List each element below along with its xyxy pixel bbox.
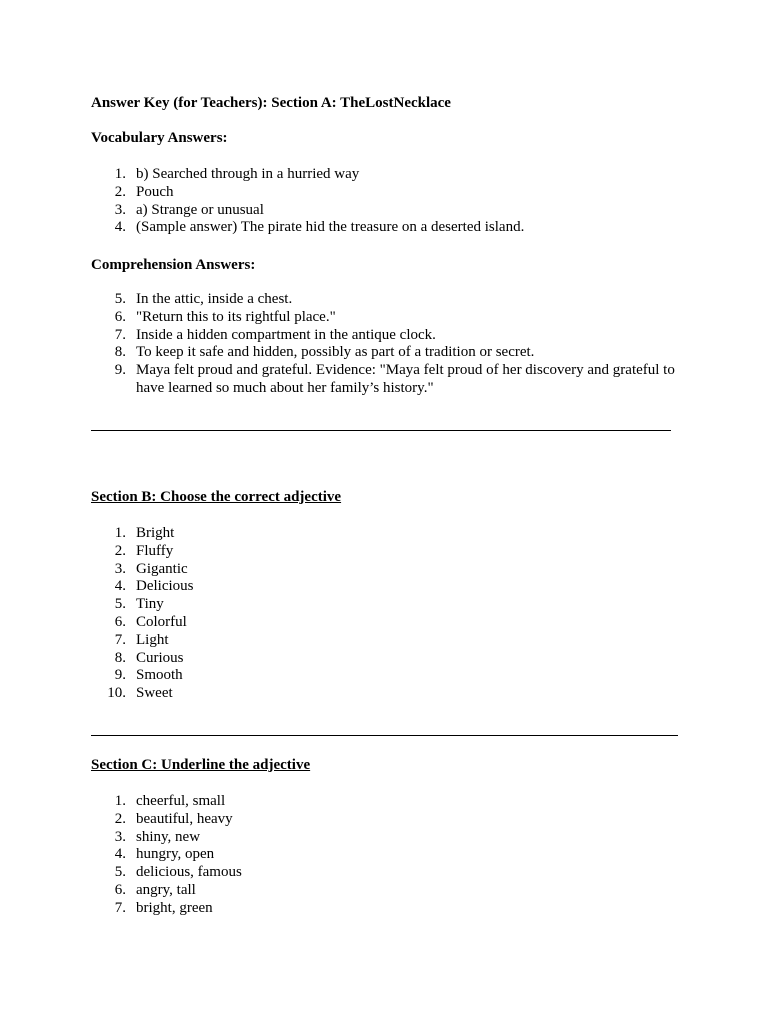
list-item — [0, 864, 700, 882]
list-item — [0, 685, 700, 703]
item-number: 6. — [114, 881, 126, 898]
list-item — [0, 561, 700, 579]
item-number: 3. — [114, 560, 126, 577]
list-item — [0, 811, 700, 829]
list-item — [0, 309, 700, 327]
list-item — [0, 362, 700, 398]
item-text: Light — [136, 631, 169, 648]
list-item — [0, 525, 700, 543]
list-item — [0, 184, 700, 202]
comprehension-answers-list — [0, 291, 700, 398]
list-item — [0, 882, 700, 900]
section-b-heading: Section B: Choose the correct adjective — [91, 489, 342, 505]
list-item — [0, 900, 700, 918]
list-item — [0, 578, 700, 596]
item-text: Tiny — [136, 596, 164, 613]
list-item — [0, 632, 700, 650]
item-text: Inside a hidden compartment in the antique clock. — [136, 326, 436, 343]
section-divider — [91, 430, 671, 431]
item-text: b) Searched through in a hurried way — [136, 166, 360, 182]
item-number: 7. — [114, 326, 126, 343]
item-text: To keep it safe and hidden, possibly as part of a tradition or secret. — [136, 344, 535, 361]
item-number: 2. — [114, 183, 126, 200]
section-c-answers-list — [0, 793, 700, 918]
list-item — [0, 596, 700, 614]
item-text: shiny, new — [136, 828, 201, 845]
item-number: 8. — [114, 344, 126, 361]
list-item — [0, 202, 700, 220]
item-text: Gigantic — [136, 560, 188, 577]
list-item — [0, 846, 700, 864]
item-text: beautiful, heavy — [136, 810, 233, 827]
comprehension-heading: Comprehension Answers: — [91, 257, 256, 273]
item-number: 1. — [114, 793, 126, 809]
list-item — [0, 793, 700, 811]
list-item — [0, 614, 700, 632]
item-text: Sweet — [136, 685, 173, 702]
item-text: delicious, famous — [136, 864, 242, 881]
section-b-answers-list — [0, 525, 700, 703]
item-text: Bright — [136, 525, 175, 541]
item-number: 5. — [114, 291, 126, 307]
list-item — [0, 543, 700, 561]
item-number: 5. — [114, 864, 126, 881]
item-text: Colorful — [136, 613, 187, 630]
item-number: 3. — [114, 828, 126, 845]
item-number: 3. — [114, 201, 126, 218]
section-divider — [91, 735, 678, 736]
item-text: bright, green — [136, 899, 213, 916]
list-item — [0, 291, 700, 309]
list-item — [0, 667, 700, 685]
section-c-heading: Section C: Underline the adjective — [91, 757, 311, 773]
item-number: 4. — [114, 219, 126, 236]
item-text: Smooth — [136, 667, 183, 684]
vocabulary-answers-list — [0, 166, 700, 237]
list-item — [0, 327, 700, 345]
item-number: 7. — [114, 899, 126, 916]
item-number: 2. — [114, 542, 126, 559]
item-number: 5. — [114, 596, 126, 613]
item-text: a) Strange or unusual — [136, 201, 264, 218]
item-number: 7. — [114, 631, 126, 648]
item-text: Maya felt proud and grateful. Evidence: "Maya felt proud of her discovery and grateful to have learned so much about her family’s history." — [136, 362, 675, 396]
item-number: 9. — [114, 362, 126, 379]
list-item — [0, 344, 700, 362]
item-number: 1. — [114, 525, 126, 541]
item-number: 8. — [114, 649, 126, 666]
item-number: 10. — [107, 685, 126, 702]
item-text: Fluffy — [136, 542, 174, 559]
item-number: 4. — [114, 846, 126, 863]
item-number: 6. — [114, 613, 126, 630]
item-number: 9. — [114, 667, 126, 684]
list-item — [0, 166, 700, 184]
item-text: hungry, open — [136, 846, 215, 863]
item-text: Curious — [136, 649, 184, 666]
item-text: cheerful, small — [136, 793, 226, 809]
page-title: Answer Key (for Teachers): Section A: TheLostNecklace — [91, 95, 451, 111]
item-number: 2. — [114, 810, 126, 827]
item-text: "Return this to its rightful place." — [136, 308, 336, 325]
item-text: angry, tall — [136, 881, 196, 898]
item-number: 1. — [114, 166, 126, 182]
list-item — [0, 829, 700, 847]
item-number: 4. — [114, 578, 126, 595]
list-item — [0, 219, 700, 237]
vocabulary-heading: Vocabulary Answers: — [91, 130, 228, 146]
item-text: In the attic, inside a chest. — [136, 291, 293, 307]
list-item — [0, 650, 700, 668]
item-text: Pouch — [136, 183, 174, 200]
item-text: Delicious — [136, 578, 194, 595]
item-text: (Sample answer) The pirate hid the treasure on a deserted island. — [136, 219, 525, 236]
item-number: 6. — [114, 308, 126, 325]
